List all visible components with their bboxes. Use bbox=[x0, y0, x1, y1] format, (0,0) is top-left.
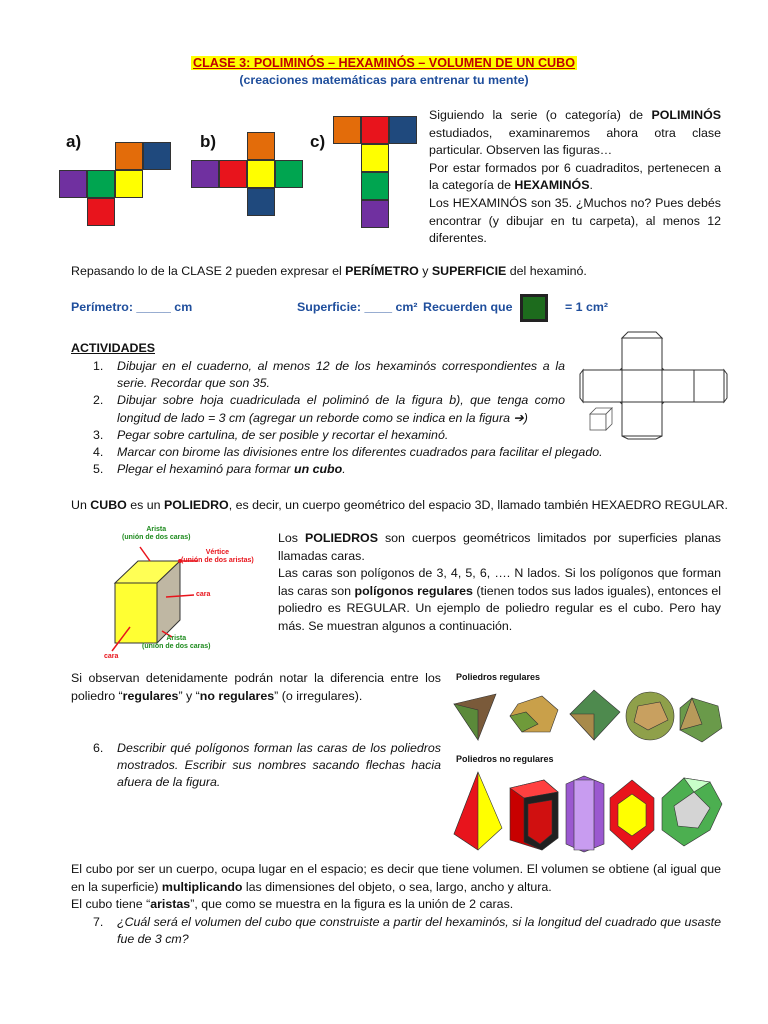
no-regulares-label: Poliedros no regulares bbox=[456, 754, 554, 764]
observe-text: Si observan detenidamente podrán notar la diferencia entre los poliedro “regulares” y “no regulares” (o irregulares). bbox=[71, 671, 441, 703]
activity-item: 5. Plegar el hexaminó para formar un cubo. bbox=[93, 462, 346, 477]
square-blue bbox=[389, 116, 417, 144]
activity-item: 7. ¿Cuál será el volumen del cubo que construiste a partir del hexaminós, si la longitud del cuadrado que usaste fue de 3 cm? bbox=[93, 915, 721, 947]
square-yellow bbox=[247, 160, 275, 188]
polyhedra-image bbox=[448, 668, 728, 856]
vertice-label: Vértice (unión de dos aristas) bbox=[181, 549, 254, 564]
figure-label-a: a) bbox=[66, 132, 82, 151]
square-purple bbox=[191, 160, 219, 188]
cube-net-with-flaps bbox=[578, 330, 728, 440]
square-orange bbox=[247, 132, 275, 160]
square-blue bbox=[143, 142, 171, 170]
square-yellow bbox=[115, 170, 143, 198]
intro-p3: Los HEXAMINÓS son 35. ¿Muchos no? Pues debés encontrar (y dibujar en tu carpeta), al menos 12 diferentes. bbox=[429, 195, 721, 246]
page-title: CLASE 3: POLIMINÓS – HEXAMINÓS – VOLUMEN DE UN CUBO bbox=[192, 56, 576, 70]
square-red bbox=[361, 116, 389, 144]
figure-label-c: c) bbox=[310, 132, 326, 151]
square-purple bbox=[59, 170, 87, 198]
volume-text bbox=[71, 861, 721, 914]
intro-p2: Por estar formados por 6 cuadraditos, pertenecen a la categoría de HEXAMINÓS. bbox=[429, 160, 721, 193]
regular-polyhedra bbox=[448, 684, 728, 744]
activity-item: 6. Describir qué polígonos forman las caras de los poliedros mostrados. Escribir sus nombres sacando flechas hacia afuera de la figura. bbox=[93, 741, 441, 790]
cube-diagram bbox=[70, 527, 266, 663]
hexomino-figures bbox=[55, 110, 425, 235]
activity-6 bbox=[93, 740, 441, 792]
intro-p1: Siguiendo la serie (o categoría) de POLIMINÓS estudiados, examinaremos ahora otra clase particular. Observen las figuras… bbox=[429, 108, 721, 158]
poliedros-p2: Las caras son polígonos de 3, 4, 5, 6, …. N lados. Si los polígonos que forman las caras son polígonos regulares (tienen todos sus lados iguales), entonces el poliedro es REGULAR. Un ejemplo de poliedro regular es el cubo. Pero hay más. Se muestran algunos a continuación. bbox=[278, 566, 722, 633]
activity-item: 4. Marcar con birome las divisiones entre los diferentes cuadrados para facilitar el plegado. bbox=[93, 445, 603, 460]
cara-bottom-label: cara bbox=[104, 653, 119, 660]
unit-square bbox=[520, 294, 548, 322]
figure-label-b: b) bbox=[200, 132, 217, 151]
arista-bottom-label: Arista (unión de dos caras) bbox=[142, 635, 211, 650]
activity-item: 1. Dibujar en el cuaderno, al menos 12 de los hexaminós correspondientes a la serie. Recordar que son 35. bbox=[93, 359, 565, 391]
square-green bbox=[275, 160, 303, 188]
activity-7 bbox=[93, 914, 721, 948]
square-red bbox=[219, 160, 247, 188]
cara-right-label: cara bbox=[196, 591, 211, 598]
surface-label: Superficie: ____ cm² bbox=[297, 300, 418, 314]
arista-top-label: Arista (unión de dos caras) bbox=[122, 526, 191, 541]
square-orange bbox=[115, 142, 143, 170]
activity-item: 3. Pegar sobre cartulina, de ser posible y recortar el hexaminó. bbox=[93, 427, 449, 442]
unit-equals: = 1 cm² bbox=[565, 300, 609, 314]
regulares-label: Poliedros regulares bbox=[456, 672, 541, 682]
page-subtitle: (creaciones matemáticas para entrenar tu mente) bbox=[239, 73, 529, 87]
square-yellow bbox=[361, 144, 389, 172]
activity-item: 2. Dibujar sobre hoja cuadriculada el poliminó de la figura b), que tenga como longitud de lado = 3 cm (agregar un reborde como se indica en la figura ➔) bbox=[93, 393, 565, 425]
poliedros-text bbox=[278, 530, 721, 636]
poliedros-p1: Los POLIEDROS son cuerpos geométricos limitados por superficies planas llamadas caras. bbox=[278, 531, 722, 563]
cube-definition: Un CUBO es un POLIEDRO, es decir, un cuerpo geométrico del espacio 3D, llamado también HEXAEDRO REGULAR. bbox=[71, 498, 729, 512]
activities-heading: ACTIVIDADES bbox=[71, 341, 155, 355]
square-green bbox=[361, 172, 389, 200]
volume-p2: El cubo tiene “aristas”, que como se muestra en la figura es la unión de 2 caras. bbox=[71, 897, 514, 912]
square-blue bbox=[247, 188, 275, 216]
activities-list bbox=[93, 358, 603, 478]
square-purple bbox=[361, 200, 389, 228]
recuerden-label: Recuerden que bbox=[423, 300, 513, 314]
perimeter-label: Perímetro: _____ cm bbox=[71, 300, 193, 314]
intro-text bbox=[429, 107, 721, 248]
square-red bbox=[87, 198, 115, 226]
small-cube-icon bbox=[590, 408, 612, 430]
volume-p1: El cubo por ser un cuerpo, ocupa lugar en el espacio; es decir que tiene volumen. El volumen se obtiene (al igual que en la superficie) multiplicando las dimensiones del objeto, o sea, largo, ancho y altura. bbox=[71, 862, 721, 894]
irregular-polyhedra bbox=[448, 768, 728, 856]
square-orange bbox=[333, 116, 361, 144]
review-line: Repasando lo de la CLASE 2 pueden expresar el PERÍMETRO y SUPERFICIE del hexaminó. bbox=[71, 264, 587, 278]
square-green bbox=[87, 170, 115, 198]
